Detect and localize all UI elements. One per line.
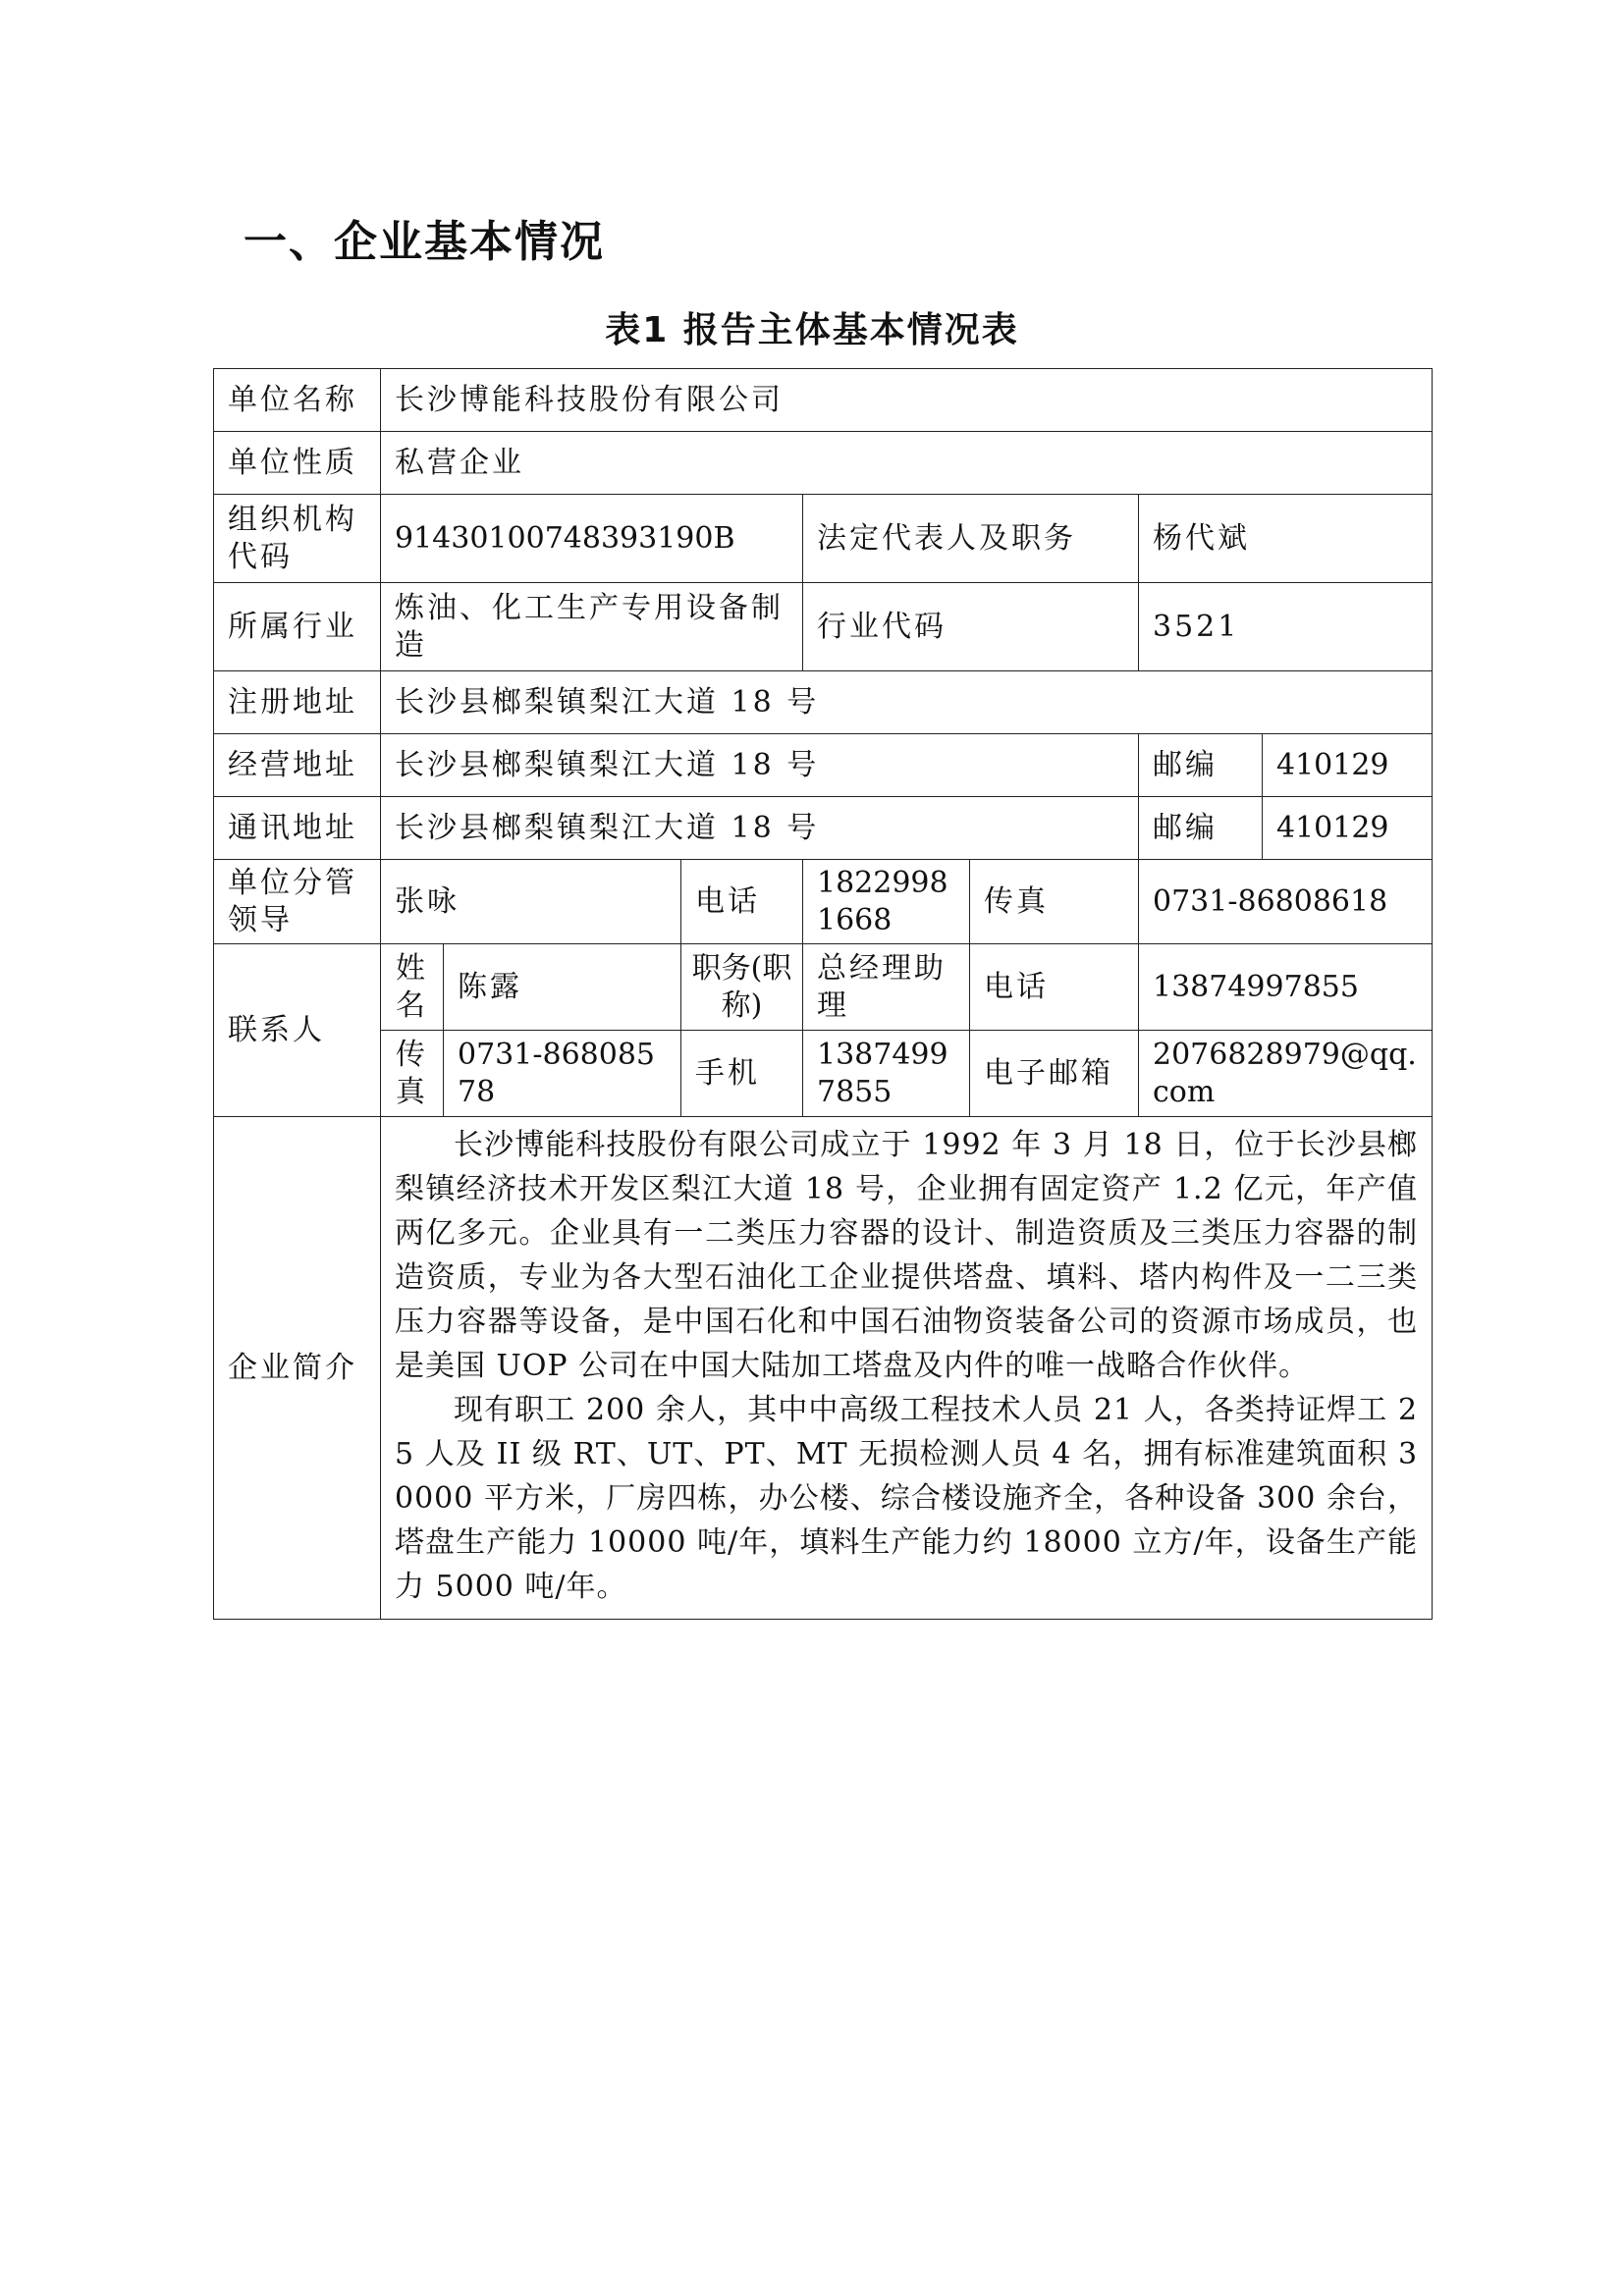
org-code-value: 91430100748393190B [381, 495, 803, 583]
basic-info-table [213, 368, 1433, 1620]
reg-address-label: 注册地址 [214, 671, 381, 734]
row-intro [214, 1117, 1433, 1620]
op-address-value: 长沙县榔梨镇梨江大道 18 号 [381, 734, 1139, 797]
contact-label: 联系人 [214, 944, 381, 1117]
leader-name: 张咏 [381, 860, 681, 944]
row-contact-2 [214, 1031, 1433, 1117]
legal-rep-value: 杨代斌 [1139, 495, 1433, 583]
section-heading: 一、企业基本情况 [244, 217, 605, 267]
contact-title: 总经理助理 [803, 944, 970, 1031]
leader-fax: 0731-86808618 [1139, 860, 1433, 944]
row-unit-nature [214, 432, 1433, 495]
industry-code-label: 行业代码 [803, 583, 1139, 671]
row-org-code [214, 495, 1433, 583]
row-reg-address [214, 671, 1433, 734]
row-leader [214, 860, 1433, 944]
intro-paragraph-2: 现有职工 200 余人，其中中高级工程技术人员 21 人，各类持证焊工 25 人及 II 级 RT、UT、PT、MT 无损检测人员 4 名，拥有标准建筑面积 30000 平方米，厂房四栋，办公楼、综合楼设施齐全，各种设备 300 余台，塔盘生产能力 10000 吨/年，填料生产能力约 18000 立方/年，设备生产能力 5000 吨/年。 [395, 1393, 1419, 1604]
op-zip-value: 410129 [1263, 734, 1433, 797]
unit-name-label: 单位名称 [214, 369, 381, 432]
mail-zip-value: 410129 [1263, 797, 1433, 860]
op-address-label: 经营地址 [214, 734, 381, 797]
industry-label: 所属行业 [214, 583, 381, 671]
intro-text [381, 1117, 1433, 1620]
contact-email-label: 电子邮箱 [970, 1031, 1139, 1117]
contact-fax: 0731-86808578 [444, 1031, 681, 1117]
contact-email: 2076828979@qq.com [1139, 1031, 1433, 1117]
reg-address-value: 长沙县榔梨镇梨江大道 18 号 [381, 671, 1433, 734]
industry-code-value: 3521 [1139, 583, 1433, 671]
op-zip-label: 邮编 [1139, 734, 1263, 797]
table-title: 表1 报告主体基本情况表 [605, 310, 1019, 350]
row-unit-name [214, 369, 1433, 432]
unit-name-value: 长沙博能科技股份有限公司 [381, 369, 1433, 432]
contact-name-label: 姓名 [381, 944, 444, 1031]
mail-address-value: 长沙县榔梨镇梨江大道 18 号 [381, 797, 1139, 860]
unit-nature-value: 私营企业 [381, 432, 1433, 495]
leader-label: 单位分管领导 [214, 860, 381, 944]
contact-phone: 13874997855 [1139, 944, 1433, 1031]
row-contact-1 [214, 944, 1433, 1031]
intro-paragraph-1: 长沙博能科技股份有限公司成立于 1992 年 3 月 18 日，位于长沙县榔梨镇经济技术开发区梨江大道 18 号，企业拥有固定资产 1.2 亿元，年产值两亿多元。企业具有一二类压力容器的设计、制造资质及三类压力容器的制造资质，专业为各大型石油化工企业提供塔盘、填料、塔内构件及一二三类压力容器等设备，是中国石化和中国石油物资装备公司的资源市场成员，也是美国 UOP 公司在中国大陆加工塔盘及内件的唯一战略合作伙伴。 [395, 1128, 1419, 1383]
org-code-label: 组织机构代码 [214, 495, 381, 583]
mail-zip-label: 邮编 [1139, 797, 1263, 860]
contact-fax-label: 传真 [381, 1031, 444, 1117]
row-industry [214, 583, 1433, 671]
intro-label: 企业简介 [214, 1117, 381, 1620]
leader-fax-label: 传真 [970, 860, 1139, 944]
contact-name: 陈露 [444, 944, 681, 1031]
leader-phone-label: 电话 [681, 860, 803, 944]
contact-phone-label: 电话 [970, 944, 1139, 1031]
leader-phone: 18229981668 [803, 860, 970, 944]
contact-mobile-label: 手机 [681, 1031, 803, 1117]
legal-rep-label: 法定代表人及职务 [803, 495, 1139, 583]
row-mail-address [214, 797, 1433, 860]
mail-address-label: 通讯地址 [214, 797, 381, 860]
contact-mobile: 13874997855 [803, 1031, 970, 1117]
unit-nature-label: 单位性质 [214, 432, 381, 495]
contact-title-label: 职务(职称) [681, 944, 803, 1031]
industry-value: 炼油、化工生产专用设备制造 [381, 583, 803, 671]
row-op-address [214, 734, 1433, 797]
